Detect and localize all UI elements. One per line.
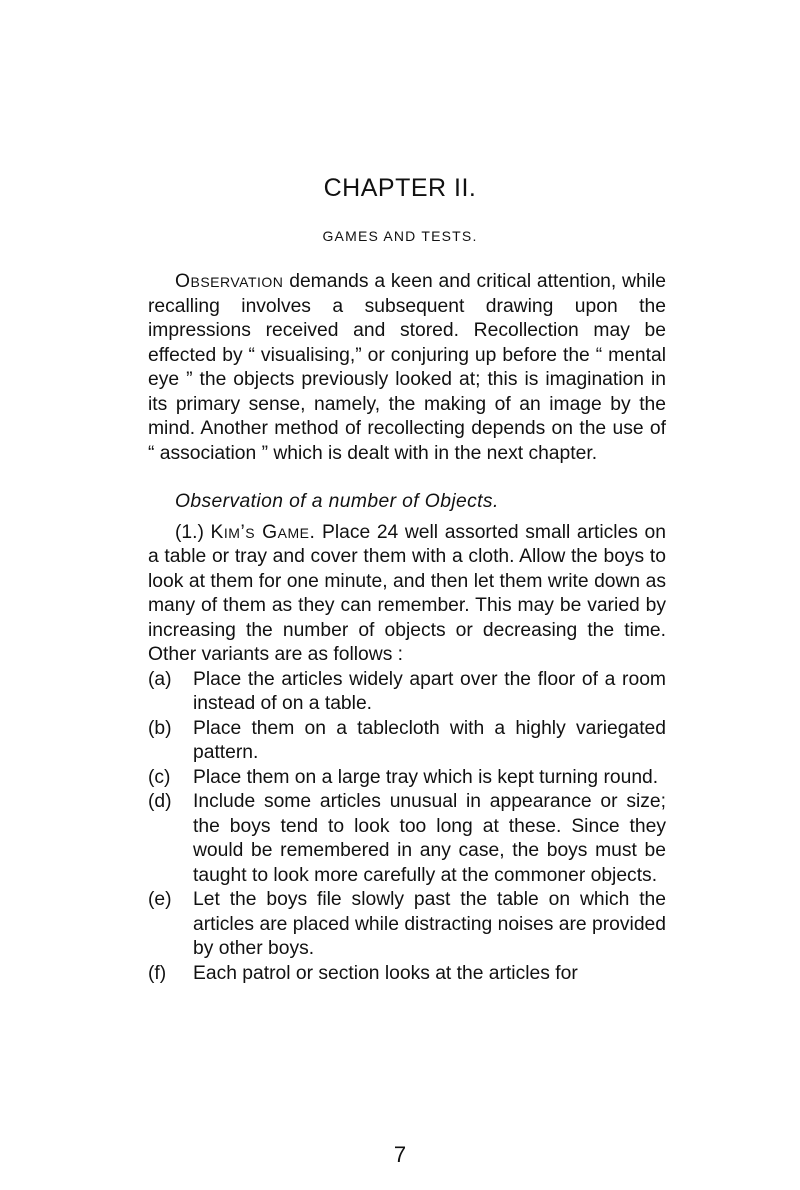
game-text: Place 24 well assorted small articles on a table or tray and cover them with a cloth. Allow the boys to look at them for one minute, and then let them write down as many of them as they can remember. This may be varied by increasing the number of objects or decreasing the time. Other variants are as follows : [148,521,666,665]
variants-list [148,668,666,987]
list-item [148,790,666,888]
list-item-text: Place them on a large tray which is kept turning round. [193,766,659,788]
list-item-text: Include some articles unusual in appearance or size; the boys tend to look too long at these. Since they would be remembered in any case, the boys must be taught to look more carefully at the commoner objects. [193,791,666,886]
game-name: Kim’s Game. [210,521,316,543]
list-item-marker: (c) [148,766,171,788]
page-body [148,270,666,986]
list-item-text: Place the articles widely apart over the floor of a room instead of on a table. [193,668,666,714]
list-item-marker: (a) [148,668,172,690]
list-item-marker: (d) [148,791,172,812]
intro-lead-word: Observation [175,271,284,292]
list-item [148,962,666,987]
page-number: 7 [393,1142,407,1167]
list-item-marker: (e) [148,889,172,910]
list-item-text: Each patrol or section looks at the articles for [193,962,578,984]
list-item [148,717,666,766]
section-heading: Observation of a number of Objects. [175,491,499,512]
intro-text: demands a keen and critical attention, while recalling involves a subsequent drawing upon the impressions received and stored. Recollection may be effected by “ visualising,” or conjuring up before the “ mental eye ” the objects previously looked at; this is imagination in its primary sense, namely, the making of an image by the mind. Another method of recollecting depends on the use of “ association ” which is dealt with in the next chapter. [148,271,666,464]
list-item-marker: (b) [148,717,172,739]
game-number: (1.) [175,521,204,543]
list-item [148,766,666,791]
list-item-text: Place them on a tablecloth with a highly variegated pattern. [193,717,666,763]
list-item [148,668,666,717]
list-item [148,888,666,962]
chapter-subtitle: GAMES AND TESTS. [322,228,478,244]
list-item-text: Let the boys file slowly past the table on which the articles are placed while distracting noises are provided by other boys. [193,889,666,959]
chapter-title: CHAPTER II. [323,174,477,202]
game-paragraph [148,521,666,668]
list-item-marker: (f) [148,962,167,984]
intro-paragraph [148,270,666,466]
